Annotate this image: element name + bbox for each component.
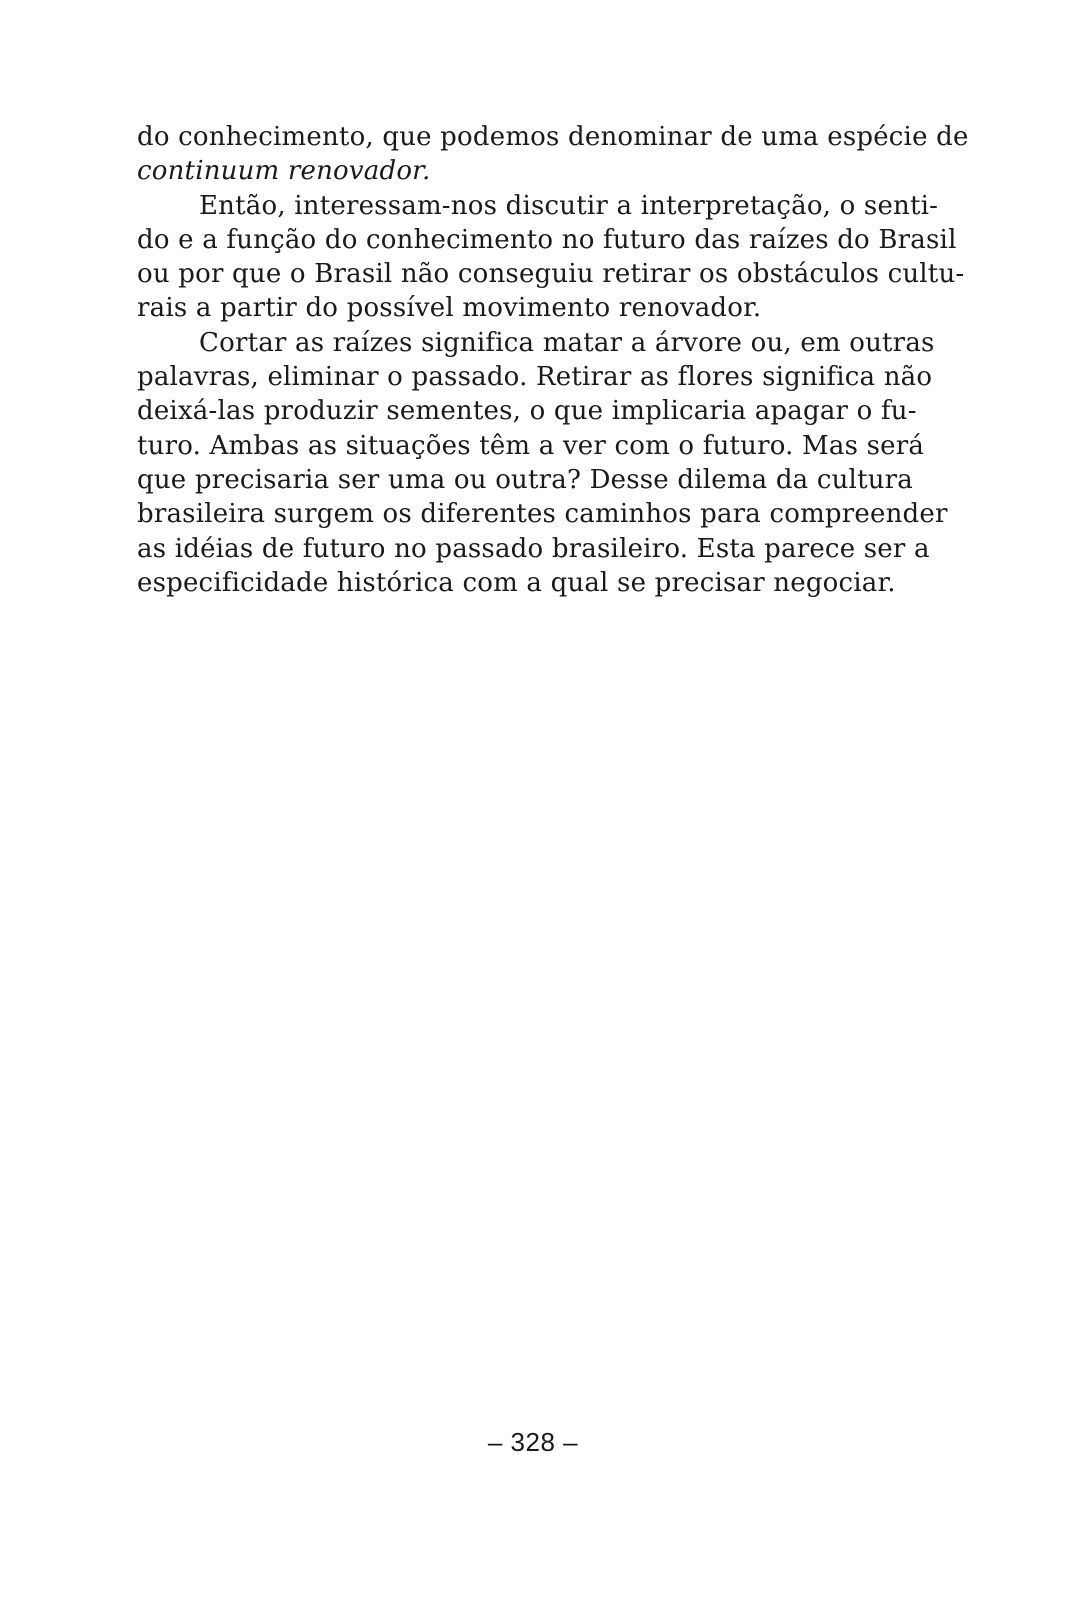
text-line: do conhecimento, que podemos denominar de uma espécie de [137, 122, 969, 152]
text-line: ou por que o Brasil não conseguiu retirar os obstáculos cultu- [137, 259, 965, 290]
text-line: deixá-las produzir sementes, o que implicaria apagar o fu- [137, 396, 917, 427]
text-line: turo. Ambas as situações têm a ver com o futuro. Mas será [137, 430, 925, 461]
text-line: brasileira surgem os diferentes caminhos para compreender [137, 499, 948, 530]
text-line-italic: continuum renovador. [137, 156, 431, 187]
paragraph-start-line: Cortar as raízes significa matar a árvore ou, em outras [199, 327, 935, 358]
text-line: rais a partir do possível movimento renovador. [137, 293, 762, 324]
body-text [137, 120, 969, 600]
text-line: que precisaria ser uma ou outra? Desse dilema da cultura [137, 464, 913, 495]
text-line: especificidade histórica com a qual se precisar negociar. [137, 567, 896, 598]
text-line: palavras, eliminar o passado. Retirar as flores significa não [137, 362, 933, 393]
text-line: do e a função do conhecimento no futuro das raízes do Brasil [137, 224, 957, 255]
page-number: – 328 – [487, 1427, 579, 1457]
paragraph-start-line: Então, interessam-nos discutir a interpretação, o senti- [199, 190, 939, 221]
text-line: as idéias de futuro no passado brasileiro. Esta parece ser a [137, 533, 930, 564]
